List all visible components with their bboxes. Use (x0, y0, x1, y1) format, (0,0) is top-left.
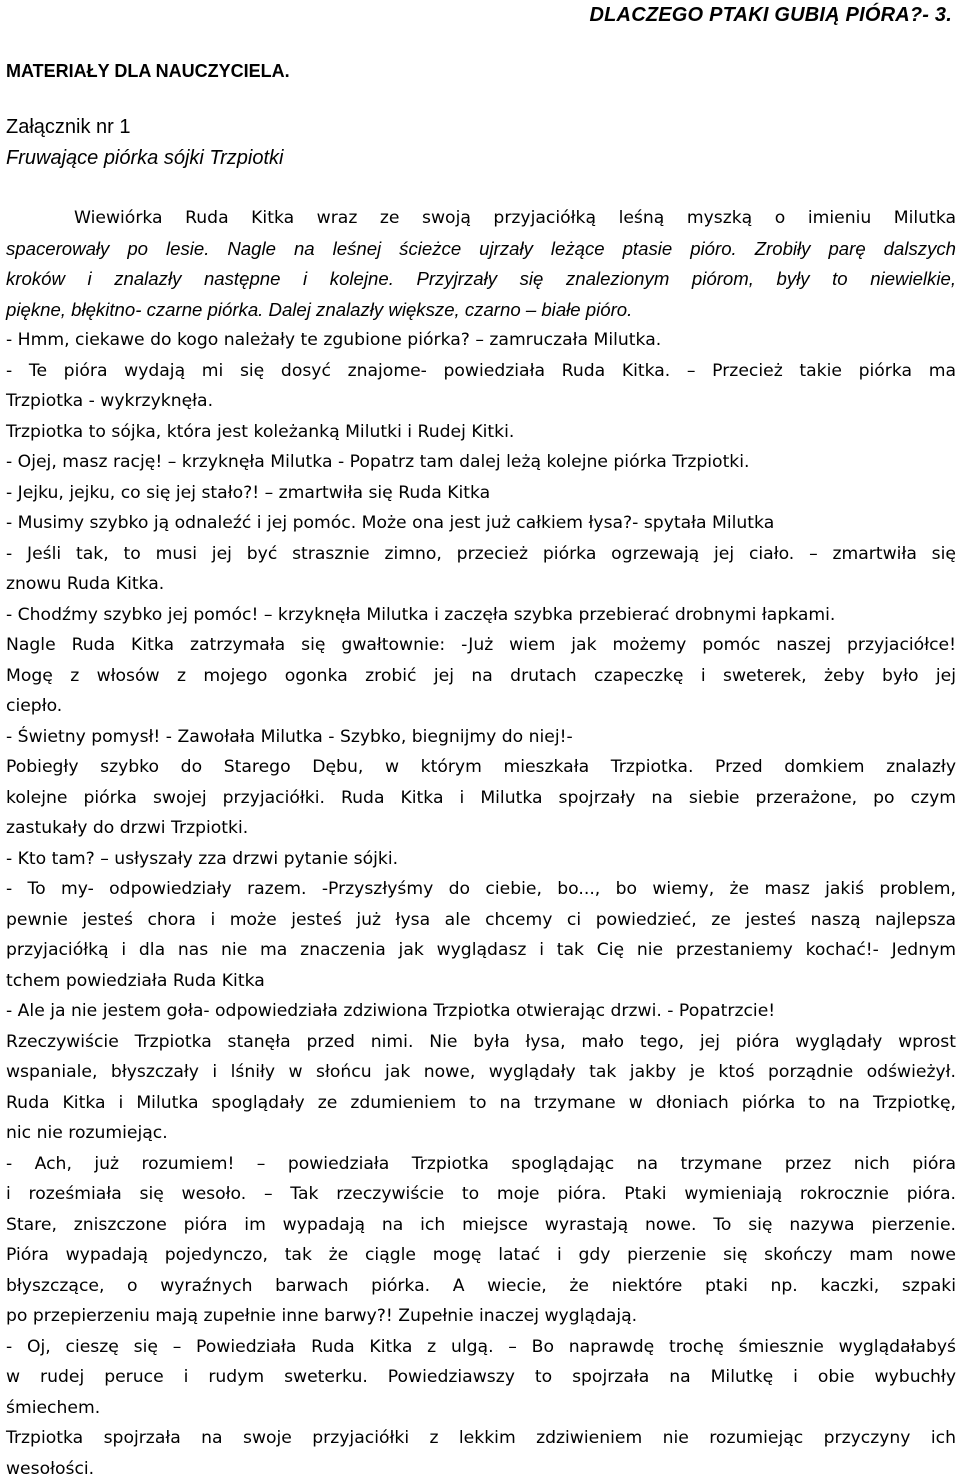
story-line: nic nie rozumiejąc. (6, 1118, 956, 1149)
story-line: po przepierzeniu mają zupełnie inne barwy?! Zupełnie inaczej wyglądają. (6, 1301, 956, 1332)
story-line: Ruda Kitka i Milutka spoglądały ze zdumieniem to na trzymane w dłoniach piórka to na Trzpiotkę, (6, 1088, 956, 1119)
story-line: Mogę z włosów z mojego ogonka zrobić jej na drutach czapeczkę i sweterek, żeby było jej (6, 661, 956, 692)
story-line: zastukały do drzwi Trzpiotki. (6, 813, 956, 844)
attachment-label: Załącznik nr 1 (6, 116, 131, 139)
story-line: - Ojej, masz rację! – krzyknęła Milutka - Popatrz tam dalej leżą kolejne piórka Trzpiotki. (6, 447, 956, 478)
story-line: Trzpiotka spojrzała na swoje przyjaciółki z lekkim zdziwieniem nie rozumiejąc przyczyny ich (6, 1423, 956, 1454)
story-line: Pióra wypadają pojedynczo, tak że ciągle mogę latać i gdy pierzenie się skończy mam nowe (6, 1240, 956, 1271)
story-line: pewnie jesteś chora i może jesteś już łysa ale chcemy ci powiedzieć, ze jesteś naszą najlepsza (6, 905, 956, 936)
story-line: Wiewiórka Ruda Kitka wraz ze swoją przyjaciółką leśną myszką o imieniu Milutka (6, 203, 956, 234)
story-line: w rudej peruce i rudym sweterku. Powiedziawszy to spojrzała na Milutkę i obie wybuchły (6, 1362, 956, 1393)
story-line: błyszczące, o wyraźnych barwach piórka. A wiecie, że niektóre ptaki np. kaczki, szpaki (6, 1271, 956, 1302)
section-heading: MATERIAŁY DLA NAUCZYCIELA. (6, 61, 290, 82)
story-line: ciepło. (6, 691, 956, 722)
story-body (6, 203, 956, 1484)
story-line: - Musimy szybko ją odnaleźć i jej pomóc. Może ona jest już całkiem łysa?- spytała Milutka (6, 508, 956, 539)
story-line: - Te pióra wydają mi się dosyć znajome- powiedziała Ruda Kitka. – Przecież takie piórka ma (6, 356, 956, 387)
story-line: - Świetny pomysł! - Zawołała Milutka - Szybko, biegnijmy do niej!- (6, 722, 956, 753)
story-line: Nagle Ruda Kitka zatrzymała się gwałtownie: -Już wiem jak możemy pomóc naszej przyjaciółce! (6, 630, 956, 661)
story-line: - Ale ja nie jestem goła- odpowiedziała zdziwiona Trzpiotka otwierając drzwi. - Popatrzcie! (6, 996, 956, 1027)
story-line: Trzpiotka - wykrzyknęła. (6, 386, 956, 417)
story-line: - Chodźmy szybko jej pomóc! – krzyknęła Milutka i zaczęła szybka przebierać drobnymi łapkami. (6, 600, 956, 631)
story-title: Fruwające piórka sójki Trzpiotki (6, 147, 284, 170)
story-line: kolejne piórka swojej przyjaciółki. Ruda Kitka i Milutka spojrzały na siebie przerażone, po czym (6, 783, 956, 814)
story-line: wspaniale, błyszczały i lśniły w słońcu jak nowe, wyglądały tak jakby je ktoś porządnie odświeżył. (6, 1057, 956, 1088)
story-line: przyjaciółką i dla nas nie ma znaczenia jak wyglądasz i tak Cię nie przestaniemy kochać!- Jednym (6, 935, 956, 966)
story-line: - Hmm, ciekawe do kogo należały te zgubione piórka? – zamruczała Milutka. (6, 325, 956, 356)
document-header-title: DLACZEGO PTAKI GUBIĄ PIÓRA?- 3. (590, 4, 953, 27)
story-line: Rzeczywiście Trzpiotka stanęła przed nimi. Nie była łysa, mało tego, jej pióra wyglądały wprost (6, 1027, 956, 1058)
story-line: i roześmiała się wesoło. – Tak rzeczywiście to moje pióra. Ptaki wymieniają rokrocznie pióra. (6, 1179, 956, 1210)
story-line: kroków i znalazły następne i kolejne. Przyjrzały się znalezionym piórom, były to niewielkie, (6, 264, 956, 295)
story-line: wesołości. (6, 1454, 956, 1484)
story-line: - Jeśli tak, to musi jej być strasznie zimno, przecież piórka ogrzewają jej ciało. – zmartwiła się (6, 539, 956, 570)
story-line: spacerowały po lesie. Nagle na leśnej ścieżce ujrzały leżące ptasie pióro. Zrobiły parę dalszych (6, 234, 956, 265)
story-line: - Jejku, jejku, co się jej stało?! – zmartwiła się Ruda Kitka (6, 478, 956, 509)
story-line: - Ach, już rozumiem! – powiedziała Trzpiotka spoglądając na trzymane przez nich pióra (6, 1149, 956, 1180)
story-line: znowu Ruda Kitka. (6, 569, 956, 600)
story-line: śmiechem. (6, 1393, 956, 1424)
story-line: Trzpiotka to sójka, która jest koleżanką Milutki i Rudej Kitki. (6, 417, 956, 448)
story-line: - Kto tam? – usłyszały zza drzwi pytanie sójki. (6, 844, 956, 875)
story-line: Pobiegły szybko do Starego Dębu, w którym mieszkała Trzpiotka. Przed domkiem znalazły (6, 752, 956, 783)
story-line: - Oj, cieszę się – Powiedziała Ruda Kitka z ulgą. – Bo naprawdę trochę śmiesznie wyglądałabyś (6, 1332, 956, 1363)
story-line: piękne, błękitno- czarne piórka. Dalej znalazły większe, czarno – białe pióro. (6, 295, 956, 326)
story-line: - To my- odpowiedziały razem. -Przyszłyśmy do ciebie, bo..., bo wiemy, że masz jakiś problem, (6, 874, 956, 905)
story-line: Stare, zniszczone pióra im wypadają na ich miejsce wyrastają nowe. To się nazywa pierzenie. (6, 1210, 956, 1241)
story-line: tchem powiedziała Ruda Kitka (6, 966, 956, 997)
